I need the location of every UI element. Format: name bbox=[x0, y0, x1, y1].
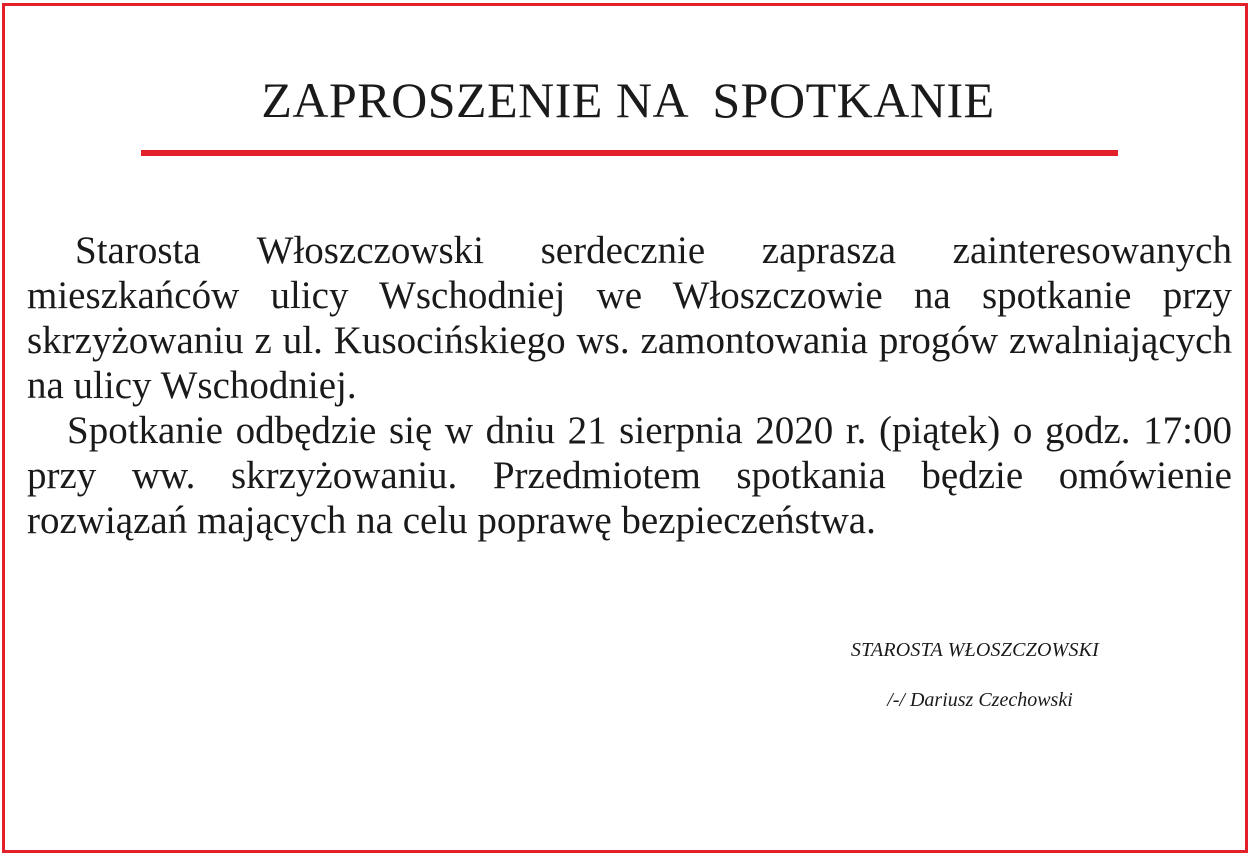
title-underline bbox=[141, 150, 1118, 156]
signature-name: /-/ Dariusz Czechowski bbox=[887, 689, 1073, 711]
document-title: ZAPROSZENIE NA SPOTKANIE bbox=[261, 72, 995, 128]
document-body bbox=[27, 228, 1232, 543]
signature-title: STAROSTA WŁOSZCZOWSKI bbox=[850, 639, 1100, 661]
document-frame bbox=[2, 3, 1248, 853]
paragraph-meeting-details: Spotkanie odbędzie się w dniu 21 sierpnia 2020 r. (piątek) o godz. 17:00 przy ww. skrzyżowaniu. Przedmiotem spotkania będzie omówienie rozwiązań mających na celu poprawę bezpieczeństwa. bbox=[27, 409, 1232, 542]
paragraph-invitation: Starosta Włoszczowski serdecznie zaprasza zainteresowanych mieszkańców ulicy Wschodniej we Włoszczowie na spotkanie przy skrzyżowaniu z ul. Kusocińskiego ws. zamontowania progów zwalniających na ulicy Wschodniej. bbox=[27, 229, 1232, 407]
